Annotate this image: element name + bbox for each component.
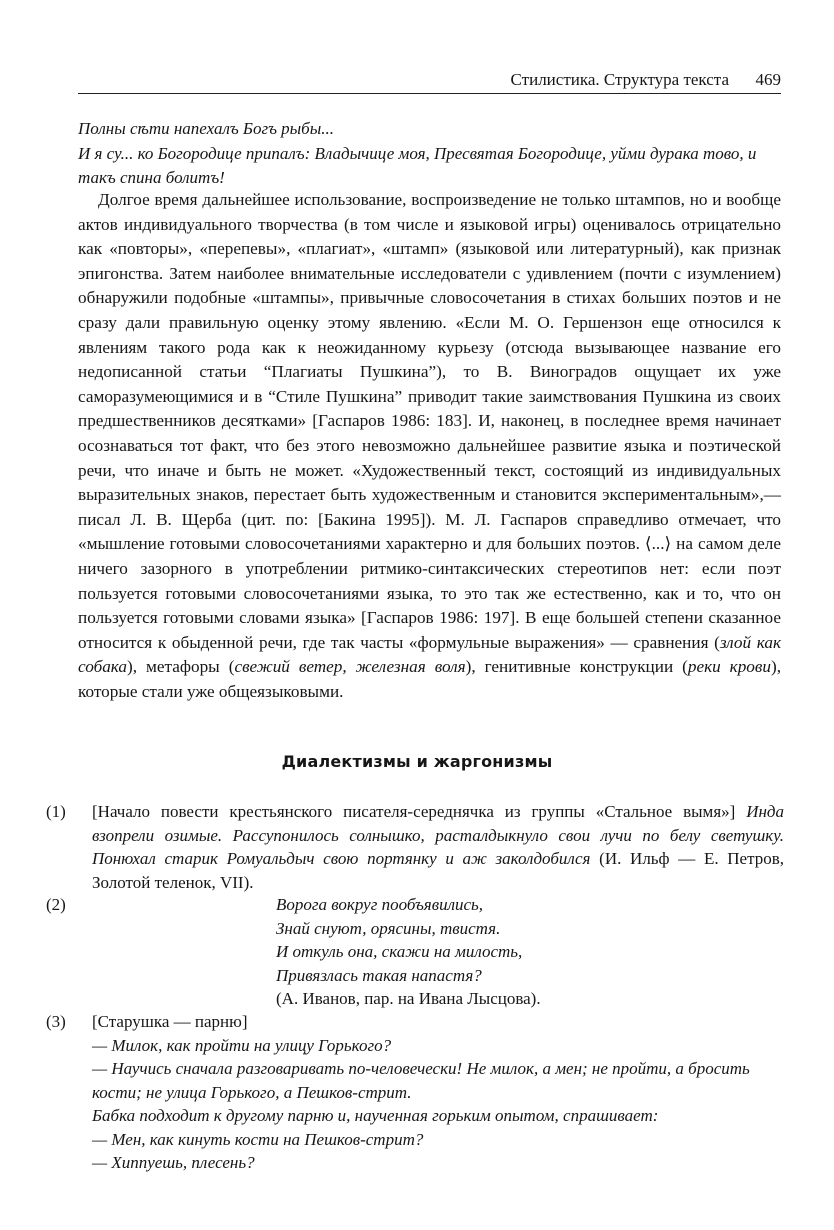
example-intro: [Начало повести крестьянского писателя-середнячка из группы «Стальное вымя»] [92, 802, 736, 821]
verse-line-1: Полны сѣти напехалъ Богъ рыбы... [78, 119, 334, 138]
example-number: (2) [46, 895, 66, 914]
page-number: 469 [755, 70, 781, 89]
paragraph-text-1: Долгое время дальнейшее использование, воспроизведение не только штампов, но и вообще актов индивидуального творчества (в том числе и языковой игры) оценивалось отрицательно как «повторы», «перепевы», «плагиат», «штамп» (языковой или литературный), как признак эпигонства. Затем наиболее внимательные исследователи с удивлением (почти с изумлением) обнаружили подобные «штампы», привычные словосочетания в стихах больших поэтов и не сразу дали правильную оценку этому явлению. «Если М. О. Гершензон еще относился к явлениям такого рода как к неожиданному курьезу (отсюда вызывающее название его недописанной статьи “Плагиаты Пушкина”), то В. Виноградов ощущает их уже саморазумеющимися и в “Стиле Пушкина” приводит такие заимствования Пушкина из своих предшественников десятками» [Гаспаров 1986: 183]. И, наконец, в последнее время начинает осознаваться тот факт, что без этого невозможно дальнейшее развитие языка и поэтической речи, что иначе и быть не может. «Художественный текст, состоящий из индивидуальных выразительных знаков, перестает быть художественным и становится экспериментальным»,— писал Л. В. Щерба (цит. по: [Бакина 1995]). М. Л. Гаспаров справедливо отмечает, что «мышление готовыми словосочетаниями характерно и для больших поэтов. ⟨...⟩ на самом деле ничего зазорного в употреблении ритмико-синтаксических стереотипов нет: если поэт пользуется готовыми словосочетаниями языка, то это так же естественно, как и то, что он пользуется готовыми словами языка» [Гаспаров 1986: 197]. В еще большей степени сказанное относится к обыденной речи, где так часты «формульные выражения» — сравнения ( [78, 190, 781, 652]
verse-line: Ворога вокруг пообъявились, [276, 895, 484, 914]
verse-line: Привязлась такая напастя? [276, 965, 482, 985]
paragraph-text-2: ), метафоры ( [127, 657, 235, 677]
example-number: (3) [46, 1012, 66, 1031]
section-heading: Диалектизмы и жаргонизмы [281, 752, 553, 771]
running-title: Стилистика. Структура текста [510, 70, 729, 89]
dialogue-line: — Хиппуешь, плесень? [92, 1153, 255, 1172]
example-source: (И. Ильф — Е. Петров, Золотой теленок, VII). [92, 849, 785, 892]
example-verse [276, 893, 696, 1011]
example-intro: [Старушка — парню] [92, 1012, 248, 1031]
quoted-verse [78, 117, 784, 191]
paragraph-text-4: ), которые стали уже общеязыковыми. [78, 657, 781, 701]
example-phrase-1: злой как собака [78, 632, 781, 677]
example-text: Инда взопрели озимые. Рассупонилось солнышко, расталдыкнуло свои лучи по белу светушку. Понюхал старик Ромуальдыч свою портянку и аж заколдобился [92, 802, 785, 868]
dialogue-line: Бабка подходит к другому парню и, наученная горьким опытом, спрашивает: [92, 1106, 659, 1125]
header-rule [78, 93, 781, 94]
verse-line: Знай снуют, орясины, твистя. [276, 918, 501, 938]
example-content [92, 1010, 784, 1175]
example-number: (1) [46, 802, 66, 821]
verse-line: И откуль она, скажи на милость, [276, 942, 523, 961]
dialogue-line: — Милок, как пройти на улицу Горького? [92, 1035, 392, 1055]
example-content [92, 800, 784, 894]
verse-line-2: И я су... ко Богородице припалъ: Владычице моя, Пресвятая Богородице, уйми дурака тово, и такъ спина болитъ! [78, 143, 757, 187]
paragraph [78, 188, 781, 704]
paragraph-text-3: ), генитивные конструкции ( [465, 657, 688, 677]
example-phrase-2: свежий ветер, железная воля [234, 657, 466, 677]
dialogue-line: — Мен, как кинуть кости на Пешков-стрит? [92, 1129, 424, 1149]
main-paragraph [78, 188, 781, 704]
example-phrase-3: реки крови [687, 657, 771, 677]
example-source: (А. Иванов, пар. на Ивана Лысцова). [276, 989, 541, 1008]
running-header [78, 70, 781, 92]
dialogue-line: — Научись сначала разговаривать по-человечески! Не милок, а мен; не пройти, а бросить кости; не улица Горького, а Пешков-стрит. [92, 1059, 750, 1102]
